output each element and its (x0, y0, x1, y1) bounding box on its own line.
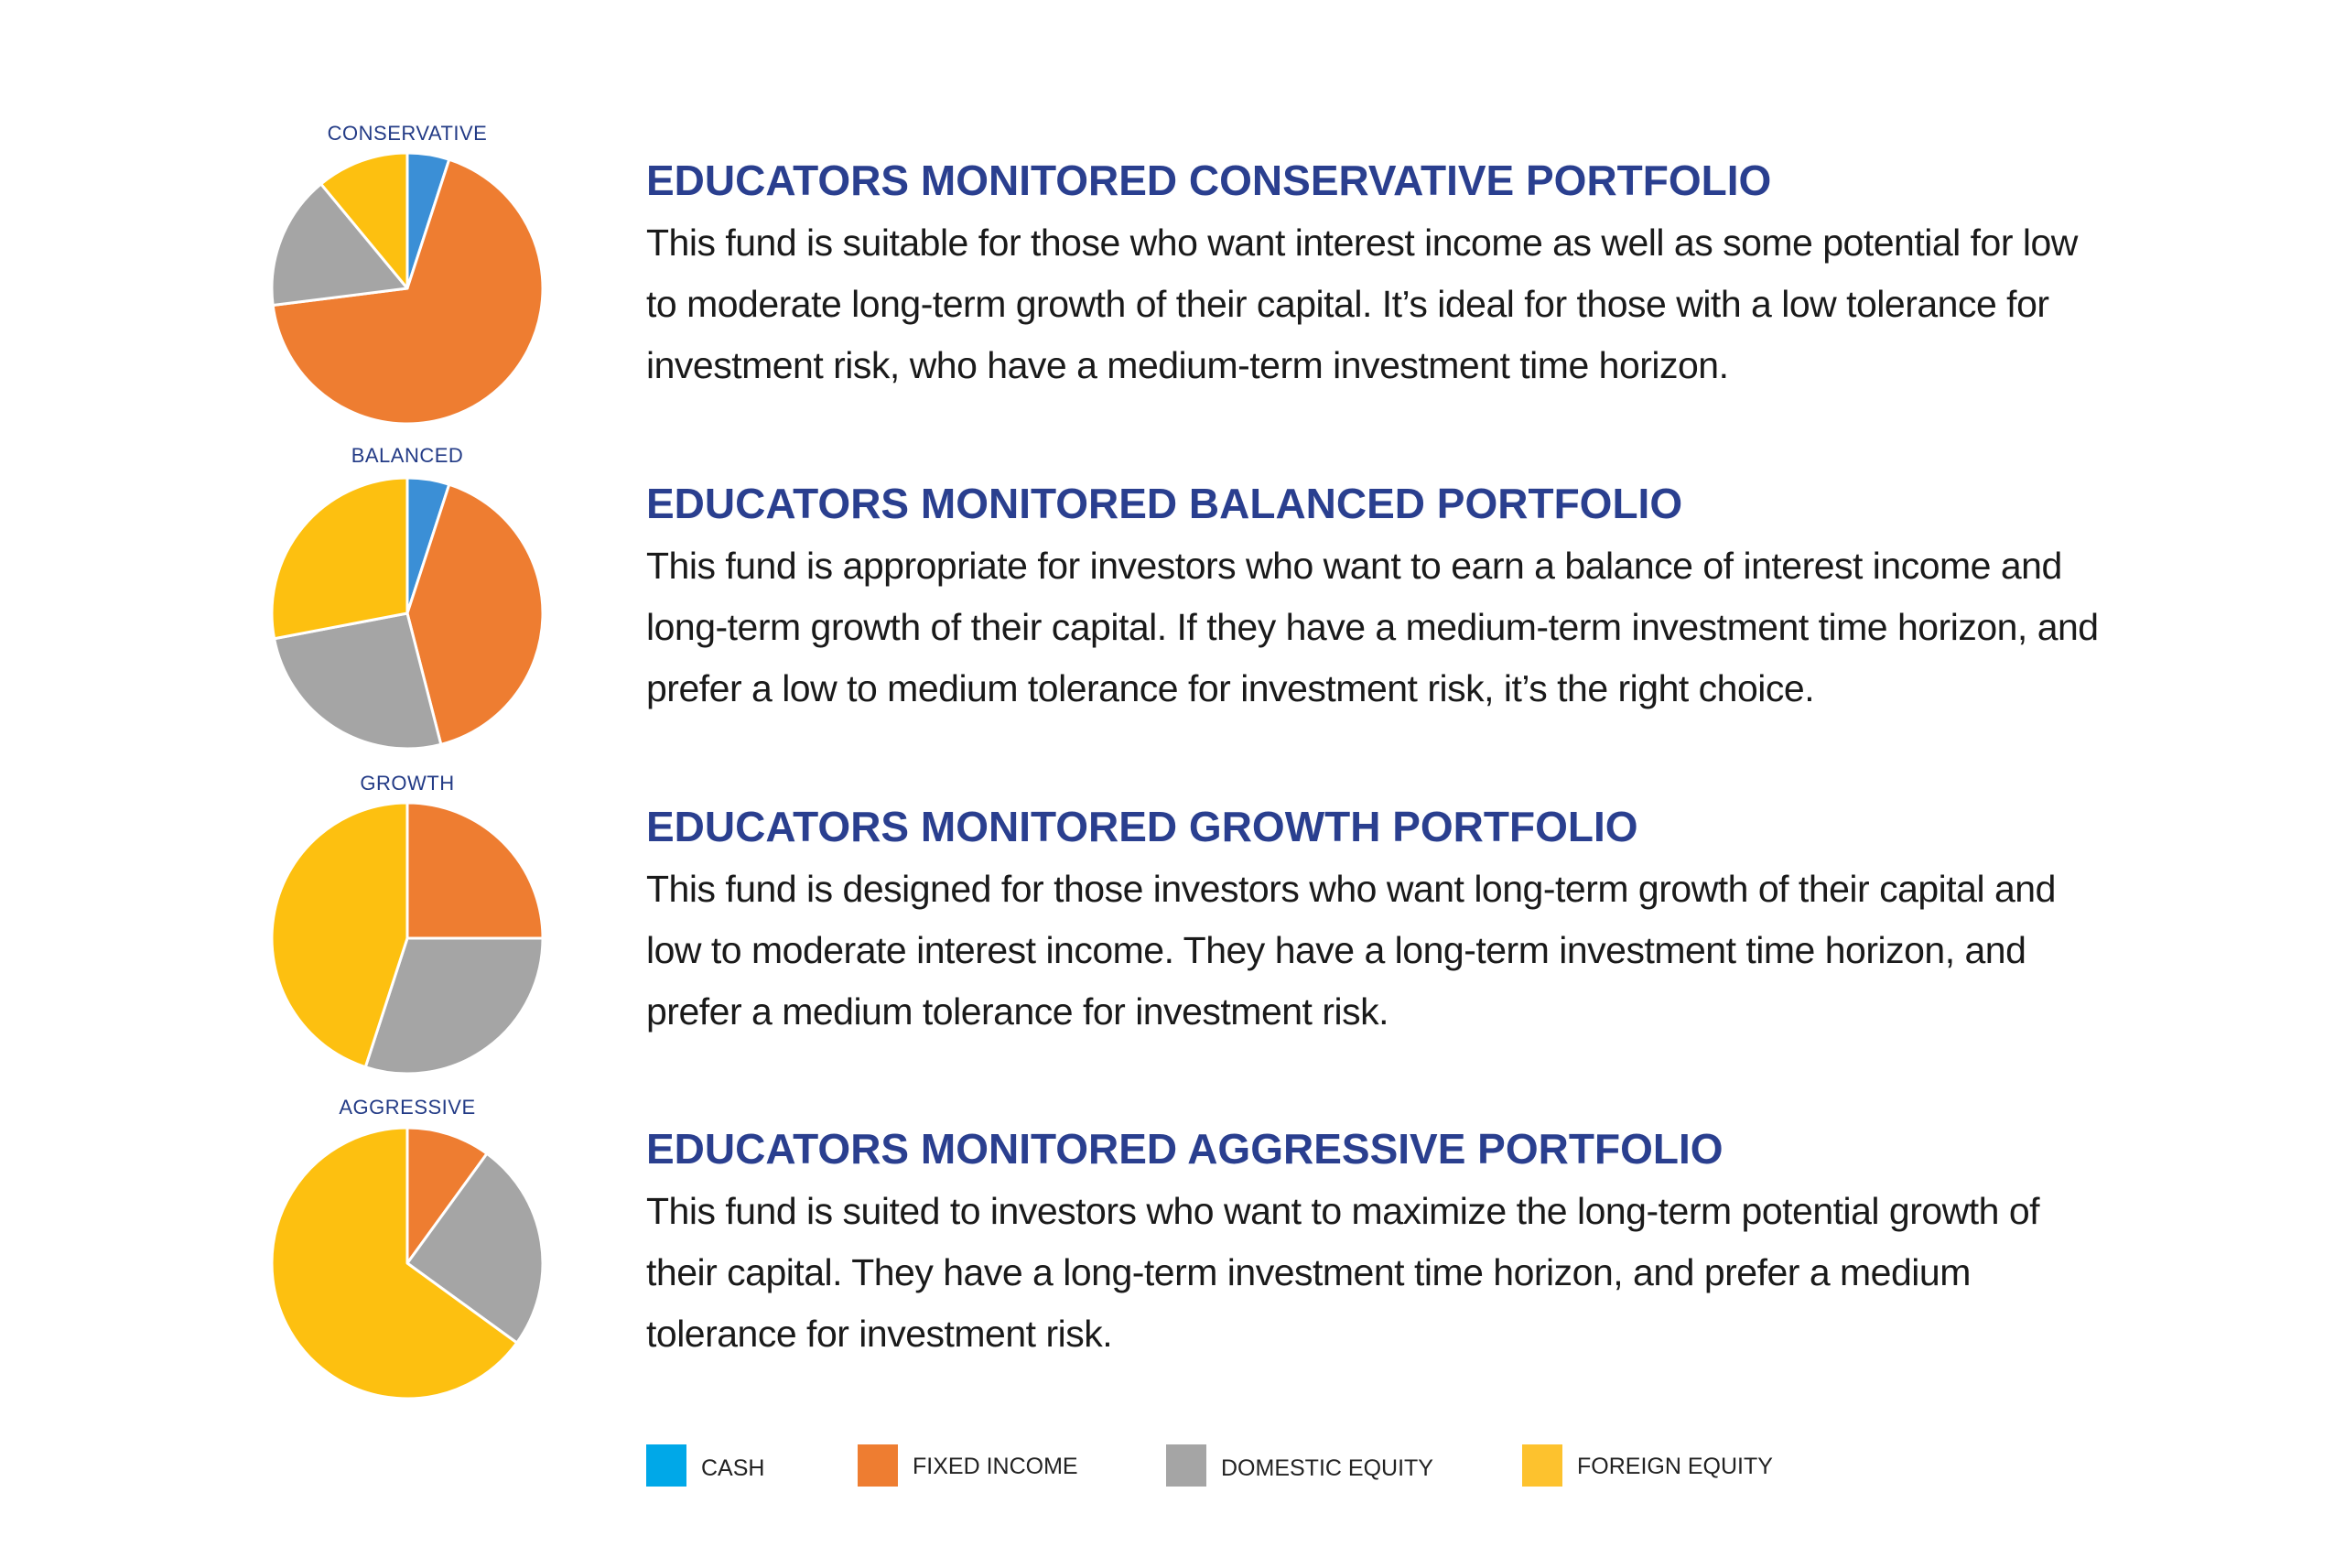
pie-chart-growth (265, 796, 549, 1080)
legend-swatch-domestic-equity (1166, 1444, 1206, 1487)
pie-label-balanced: BALANCED (351, 444, 464, 467)
pie-label-conservative: CONSERVATIVE (327, 122, 488, 145)
heading-conservative: EDUCATORS MONITORED CONSERVATIVE PORTFOLIO (646, 157, 1772, 204)
heading-aggressive: EDUCATORS MONITORED AGGRESSIVE PORTFOLIO (646, 1125, 1723, 1173)
legend-swatch-foreign-equity (1522, 1444, 1562, 1487)
pie-chart-conservative (265, 146, 549, 430)
legend-label-foreign-equity: FOREIGN EQUITY (1577, 1454, 1773, 1479)
description-conservative: This fund is suitable for those who want interest income as well as some potential for low to moderate long-term growth of their capital. It’s ideal for those with a low tolerance for investment risk, who have a medium-term investment time horizon. (646, 222, 2078, 386)
heading-growth: EDUCATORS MONITORED GROWTH PORTFOLIO (646, 803, 1638, 850)
pie-chart-aggressive (265, 1121, 549, 1405)
description-growth: This fund is designed for those investors who want long-term growth of their capital and low to moderate interest income. They have a long-term investment time horizon, and prefer a medium tolerance for investment risk. (646, 868, 2056, 1033)
description-aggressive: This fund is suited to investors who want to maximize the long-term potential growth of their capital. They have a long-term investment time horizon, and prefer a medium tolerance for investment risk. (646, 1190, 2040, 1355)
legend-label-cash: CASH (701, 1455, 765, 1481)
pie-label-aggressive: AGGRESSIVE (339, 1096, 476, 1119)
legend-label-domestic-equity: DOMESTIC EQUITY (1221, 1455, 1433, 1481)
description-balanced: This fund is appropriate for investors who want to earn a balance of interest income and long-term growth of their capital. If they have a medium-term investment time horizon, and prefer a low to medium tolerance for investment risk, it’s the right choice. (646, 545, 2099, 709)
pie-chart-balanced (265, 471, 549, 755)
legend (0, 1444, 2334, 1490)
legend-swatch-fixed-income (858, 1444, 898, 1487)
legend-label-fixed-income: FIXED INCOME (913, 1454, 1078, 1479)
pie-slice-fixed-income (407, 803, 543, 938)
pie-label-growth: GROWTH (360, 772, 455, 795)
pie-slice-foreign-equity (272, 478, 407, 639)
legend-swatch-cash (646, 1444, 686, 1487)
heading-balanced: EDUCATORS MONITORED BALANCED PORTFOLIO (646, 480, 1683, 527)
